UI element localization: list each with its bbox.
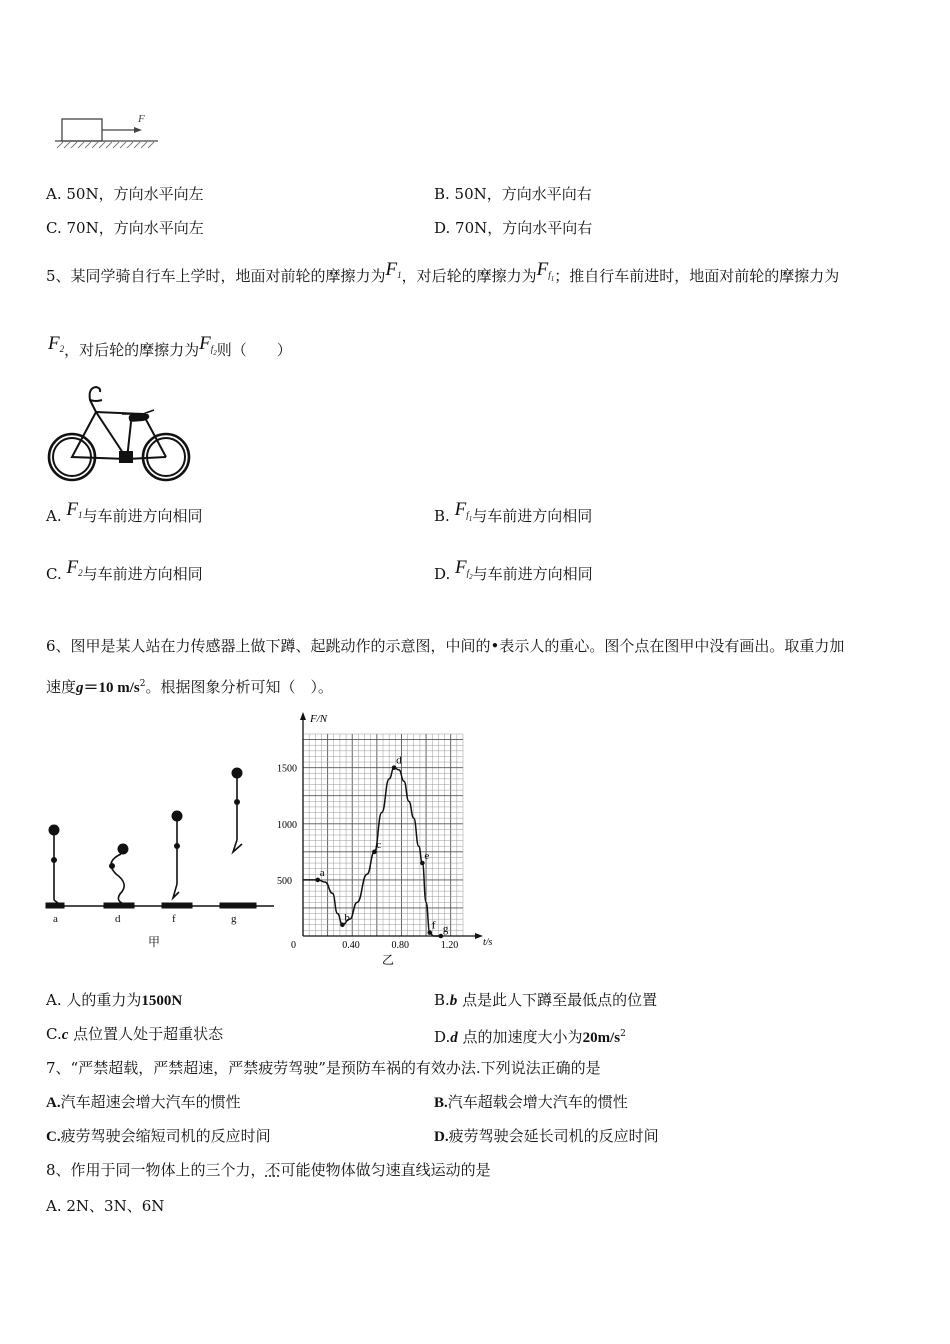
- q7-stem: 7、“严禁超载，严禁超速，严禁疲劳驾驶”是预防车祸的有效办法.下列说法正确的是: [46, 1059, 601, 1077]
- x-axis-arrow: [475, 933, 483, 939]
- y-tick-label: 1000: [277, 819, 297, 831]
- q6-option-d[interactable]: D.d 点的加速度大小为$20m/s^2$: [434, 1028, 626, 1046]
- chart-grid: [303, 734, 463, 936]
- y-axis-arrow: [300, 712, 306, 720]
- figure-jia: [42, 760, 278, 960]
- point-label-g: g: [442, 923, 449, 935]
- x-tick-label: 0.80: [391, 940, 409, 951]
- jia-label-a: a: [53, 913, 58, 925]
- x-tick-label: 0.40: [342, 940, 360, 951]
- point-label-a: a: [319, 866, 325, 879]
- point-label-e: e: [424, 850, 430, 863]
- y-tick-label: 500: [277, 875, 292, 887]
- q6-stem-line1: 6、图甲是某人站在力传感器上做下蹲、起跳动作的示意图，中间的•表示人的重心。图个点在图甲中没有画出。取重力加: [46, 637, 845, 655]
- x-axis-label: t/s: [483, 937, 493, 948]
- bicycle-figure: [44, 384, 194, 486]
- jia-label-f: f: [172, 913, 176, 925]
- x-tick-label: 1.20: [440, 940, 459, 951]
- point-label-d: d: [396, 754, 402, 767]
- formula-F2: $F_2$: [48, 333, 65, 354]
- point-label-f: f: [431, 919, 436, 932]
- q5-option-c[interactable]: C. $F_2$与车前进方向相同: [46, 557, 203, 583]
- q7-option-b[interactable]: B.汽车超载会增大汽车的惯性: [434, 1093, 628, 1111]
- q6-option-c[interactable]: C.c 点位置人处于超重状态: [46, 1025, 224, 1043]
- chart-point-labels: [315, 755, 448, 939]
- formula-F1: $F_1$: [385, 259, 402, 280]
- q6-option-a[interactable]: A. 人的重力为1500N: [46, 991, 183, 1009]
- formula-Ff2: $F_{f_2}$: [199, 333, 217, 357]
- q8-stem: 8、作用于同一物体上的三个力，不可能使物体做匀速直线运动的是: [46, 1161, 491, 1179]
- point-label-b: b: [344, 911, 350, 924]
- force-time-chart: [270, 710, 510, 972]
- y-tick-label: 1500: [277, 763, 297, 775]
- q5-option-a[interactable]: A. $F_1$与车前进方向相同: [46, 499, 203, 525]
- point-label-c: c: [376, 838, 382, 851]
- x-tick-label: 0: [291, 940, 296, 951]
- jia-label-d: d: [115, 913, 121, 925]
- block-force-figure: [50, 108, 170, 152]
- q5-option-d[interactable]: D. $F_{f_2}$与车前进方向相同: [434, 557, 593, 583]
- q5-stem-line2: $F_2$，对后轮的摩擦力为$F_{f_2}$则（ ）: [48, 333, 292, 359]
- q4-option-a[interactable]: A. 50N，方向水平向左: [46, 185, 204, 203]
- y-axis-label: F/N: [310, 713, 328, 725]
- jia-label-g: g: [231, 913, 237, 925]
- q6-stem-line2: 速度g＝10 $m/s^2$。根据图象分析可知（ ）。: [46, 678, 334, 696]
- chart-caption: 乙: [382, 953, 395, 967]
- emphasis-dot-char: 不: [265, 1161, 281, 1179]
- jia-caption: 甲: [148, 935, 161, 949]
- q4-option-c[interactable]: C. 70N，方向水平向左: [46, 219, 204, 237]
- formula-Ff1: $F_{f_1}$: [536, 259, 555, 283]
- q8-option-a[interactable]: A. 2N、3N、6N: [46, 1197, 165, 1215]
- q7-option-a[interactable]: A.汽车超速会增大汽车的惯性: [46, 1093, 241, 1111]
- q7-option-d[interactable]: D.疲劳驾驶会延长司机的反应时间: [434, 1127, 659, 1145]
- q4-option-d[interactable]: D. 70N，方向水平向右: [434, 219, 593, 237]
- q7-option-c[interactable]: C.疲劳驾驶会缩短司机的反应时间: [46, 1127, 271, 1145]
- q6-option-b[interactable]: B.b 点是此人下蹲至最低点的位置: [434, 991, 658, 1009]
- q5-stem-line1: 5、某同学骑自行车上学时，地面对前轮的摩擦力为$F_1$，对后轮的摩擦力为$F_{f_1}$；推自行车前进时，地面对前轮的摩擦力为: [46, 259, 840, 285]
- q4-option-b[interactable]: B. 50N，方向水平向右: [434, 185, 592, 203]
- q5-option-b[interactable]: B. $F_{f_1}$与车前进方向相同: [434, 499, 593, 525]
- force-label: F: [138, 113, 145, 125]
